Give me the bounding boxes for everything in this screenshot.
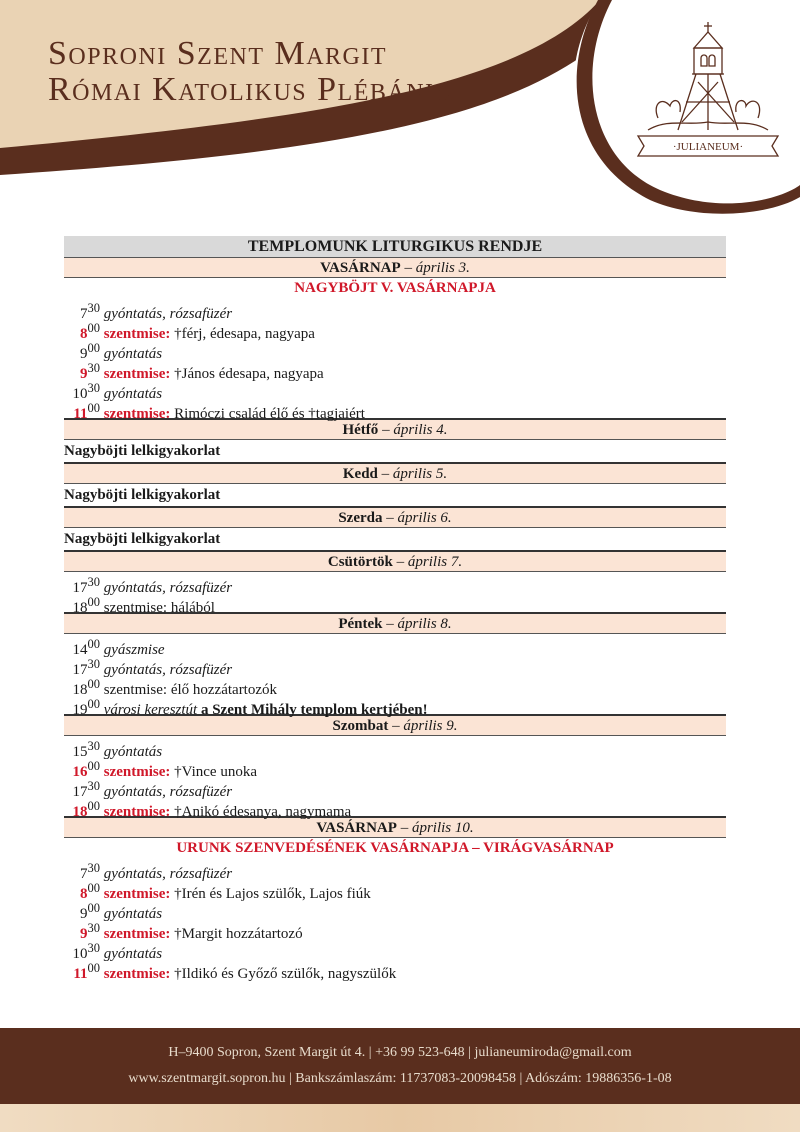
day-date: – április 10. bbox=[396, 820, 474, 836]
day-date: – április 9. bbox=[388, 718, 458, 734]
event-label: gyóntatás, rózsafüzér bbox=[103, 866, 233, 882]
schedule-row bbox=[64, 572, 726, 596]
day-date: – április 6. bbox=[382, 510, 452, 526]
schedule-row bbox=[64, 654, 726, 678]
day-header bbox=[64, 550, 726, 572]
day-header bbox=[64, 258, 726, 278]
day-date: – április 8. bbox=[382, 616, 452, 632]
event-label: gyászmise bbox=[103, 642, 165, 658]
time-hour: 10 bbox=[72, 386, 88, 402]
time-hour: 17 bbox=[72, 662, 88, 678]
event-label: szentmise: bbox=[103, 886, 171, 902]
event-label: gyóntatás bbox=[103, 946, 163, 962]
event-label: szentmise: bbox=[103, 966, 171, 982]
time-minutes: 00 bbox=[87, 901, 100, 915]
time-hour: 17 bbox=[72, 784, 88, 800]
day-date: – április 5. bbox=[377, 466, 448, 482]
event-label: szentmise: hálából bbox=[103, 600, 215, 616]
schedule-row bbox=[64, 918, 726, 942]
time-hour: 8 bbox=[80, 886, 88, 902]
day-date: – április 7. bbox=[392, 554, 463, 570]
day-header bbox=[64, 506, 726, 528]
time-minutes: 00 bbox=[87, 799, 100, 813]
event-label: gyóntatás, rózsafüzér bbox=[103, 784, 233, 800]
event-intention: †János édesapa, nagyapa bbox=[174, 366, 324, 382]
day-note: Nagyböjti lelkigyakorlat bbox=[64, 531, 221, 547]
day-name: Péntek bbox=[338, 616, 383, 632]
event-label: szentmise: élő hozzátartozók bbox=[103, 682, 278, 698]
schedule-row bbox=[64, 358, 726, 382]
time bbox=[64, 398, 100, 424]
schedule-row bbox=[64, 796, 726, 820]
time-minutes: 00 bbox=[87, 595, 100, 609]
time-minutes: 30 bbox=[87, 381, 100, 395]
time-minutes: 30 bbox=[87, 739, 100, 753]
footer-bank-line: www.szentmargit.sopron.hu | Bankszámlaszám: 11737083-20098458 | Adószám: 19886356-1-08 bbox=[128, 1071, 672, 1086]
schedule-row bbox=[64, 756, 726, 780]
event-label: gyóntatás bbox=[103, 906, 163, 922]
schedule-row bbox=[64, 878, 726, 902]
day-name: Hétfő bbox=[342, 422, 379, 438]
time-hour: 9 bbox=[80, 906, 88, 922]
time-minutes: 00 bbox=[87, 697, 100, 711]
days-list bbox=[64, 258, 726, 982]
time-hour: 11 bbox=[73, 406, 88, 422]
day-name: Csütörtök bbox=[327, 554, 393, 570]
time-minutes: 00 bbox=[87, 881, 100, 895]
time-hour: 18 bbox=[72, 804, 88, 820]
footer-contact-line: H–9400 Sopron, Szent Margit út 4. | +36 99 523-648 | julianeumiroda@gmail.com bbox=[168, 1045, 632, 1060]
event-label: gyóntatás bbox=[103, 346, 163, 362]
time-hour: 10 bbox=[72, 946, 88, 962]
event-label: városi keresztút bbox=[103, 702, 198, 718]
day-date: – április 4. bbox=[378, 422, 448, 438]
event-intention: †Margit hozzátartozó bbox=[174, 926, 303, 942]
event-intention: Rimóczi család élő és †tagjaiért bbox=[174, 406, 365, 422]
day-name: Szombat bbox=[332, 718, 389, 734]
day-name: VASÁRNAP bbox=[320, 260, 401, 276]
schedule-row bbox=[64, 318, 726, 342]
schedule-row bbox=[64, 398, 726, 422]
day-name: Kedd bbox=[342, 466, 378, 482]
event-location: a Szent Mihály templom kertjében! bbox=[200, 702, 428, 718]
time-hour: 17 bbox=[72, 580, 88, 596]
event-intention: †Ildikó és Győző szülők, nagyszülők bbox=[174, 966, 397, 982]
event-label: gyóntatás, rózsafüzér bbox=[103, 662, 233, 678]
time-minutes: 00 bbox=[87, 637, 100, 651]
time-minutes: 00 bbox=[87, 677, 100, 691]
time-minutes: 30 bbox=[87, 301, 100, 315]
day-note: Nagyböjti lelkigyakorlat bbox=[64, 487, 221, 503]
time-minutes: 30 bbox=[87, 361, 100, 375]
time-minutes: 30 bbox=[87, 575, 100, 589]
bell-tower-icon bbox=[628, 18, 788, 164]
time-hour: 9 bbox=[80, 926, 88, 942]
day-note: Nagyböjti lelkigyakorlat bbox=[64, 443, 221, 459]
event-label: szentmise: bbox=[103, 406, 171, 422]
time-hour: 9 bbox=[80, 366, 88, 382]
time-hour: 16 bbox=[72, 764, 88, 780]
time-hour: 9 bbox=[80, 346, 88, 362]
event-label: gyóntatás bbox=[103, 386, 163, 402]
schedule-row bbox=[64, 592, 726, 616]
time-hour: 18 bbox=[72, 600, 88, 616]
event-label: szentmise: bbox=[103, 326, 171, 342]
schedule-row bbox=[64, 694, 726, 718]
footer-sand-bar bbox=[0, 1104, 800, 1132]
event-label: szentmise: bbox=[103, 366, 171, 382]
time bbox=[64, 796, 100, 822]
schedule-row bbox=[64, 858, 726, 882]
day-name: VASÁRNAP bbox=[316, 820, 397, 836]
event-label: szentmise: bbox=[103, 926, 171, 942]
time-minutes: 00 bbox=[87, 321, 100, 335]
time-hour: 14 bbox=[72, 642, 88, 658]
title-line-2: Római Katolikus Plébánia bbox=[48, 71, 454, 108]
schedule-row bbox=[64, 674, 726, 698]
schedule-row bbox=[64, 776, 726, 800]
event-label: gyóntatás, rózsafüzér bbox=[103, 580, 233, 596]
time-hour: 7 bbox=[80, 866, 88, 882]
parish-title bbox=[48, 36, 453, 108]
time-hour: 7 bbox=[80, 306, 88, 322]
event-label: szentmise: bbox=[103, 764, 171, 780]
schedule-row bbox=[64, 736, 726, 760]
time-hour: 8 bbox=[80, 326, 88, 342]
time-minutes: 00 bbox=[87, 341, 100, 355]
page-footer bbox=[0, 1028, 800, 1104]
event-intention: †Irén és Lajos szülők, Lajos fiúk bbox=[174, 886, 371, 902]
time-minutes: 00 bbox=[87, 961, 100, 975]
day-header bbox=[64, 462, 726, 484]
schedule-row bbox=[64, 958, 726, 982]
time-minutes: 30 bbox=[87, 921, 100, 935]
time-minutes: 30 bbox=[87, 779, 100, 793]
time bbox=[64, 592, 100, 618]
event-intention: †férj, édesapa, nagyapa bbox=[174, 326, 315, 342]
time-minutes: 30 bbox=[87, 941, 100, 955]
liturgical-schedule bbox=[64, 236, 726, 982]
time-hour: 15 bbox=[72, 744, 88, 760]
time bbox=[64, 694, 100, 720]
feast-title: NAGYBÖJT V. VASÁRNAPJA bbox=[294, 280, 496, 296]
time bbox=[64, 958, 100, 984]
page-header bbox=[0, 0, 800, 230]
schedule-title: TEMPLOMUNK LITURGIKUS RENDJE bbox=[64, 236, 726, 258]
event-label: gyóntatás bbox=[103, 744, 163, 760]
time-minutes: 30 bbox=[87, 861, 100, 875]
time-minutes: 30 bbox=[87, 657, 100, 671]
title-line-1: Soproni Szent Margit bbox=[48, 35, 388, 72]
logo-label: ·JULIANEUM· bbox=[672, 141, 744, 153]
time-minutes: 00 bbox=[87, 759, 100, 773]
feast-title: URUNK SZENVEDÉSÉNEK VASÁRNAPJA – VIRÁGVASÁRNAP bbox=[176, 840, 614, 856]
event-label: szentmise: bbox=[103, 804, 171, 820]
event-label: gyóntatás, rózsafüzér bbox=[103, 306, 233, 322]
time-minutes: 00 bbox=[87, 401, 100, 415]
schedule-row bbox=[64, 634, 726, 658]
julianeum-logo bbox=[628, 18, 788, 164]
event-intention: †Vince unoka bbox=[174, 764, 257, 780]
time-hour: 11 bbox=[73, 966, 88, 982]
event-intention: †Anikó édesanya, nagymama bbox=[174, 804, 352, 820]
day-name: Szerda bbox=[338, 510, 383, 526]
time-hour: 18 bbox=[72, 682, 88, 698]
time-hour: 19 bbox=[72, 702, 88, 718]
schedule-row bbox=[64, 298, 726, 322]
day-date: – április 3. bbox=[400, 260, 470, 276]
